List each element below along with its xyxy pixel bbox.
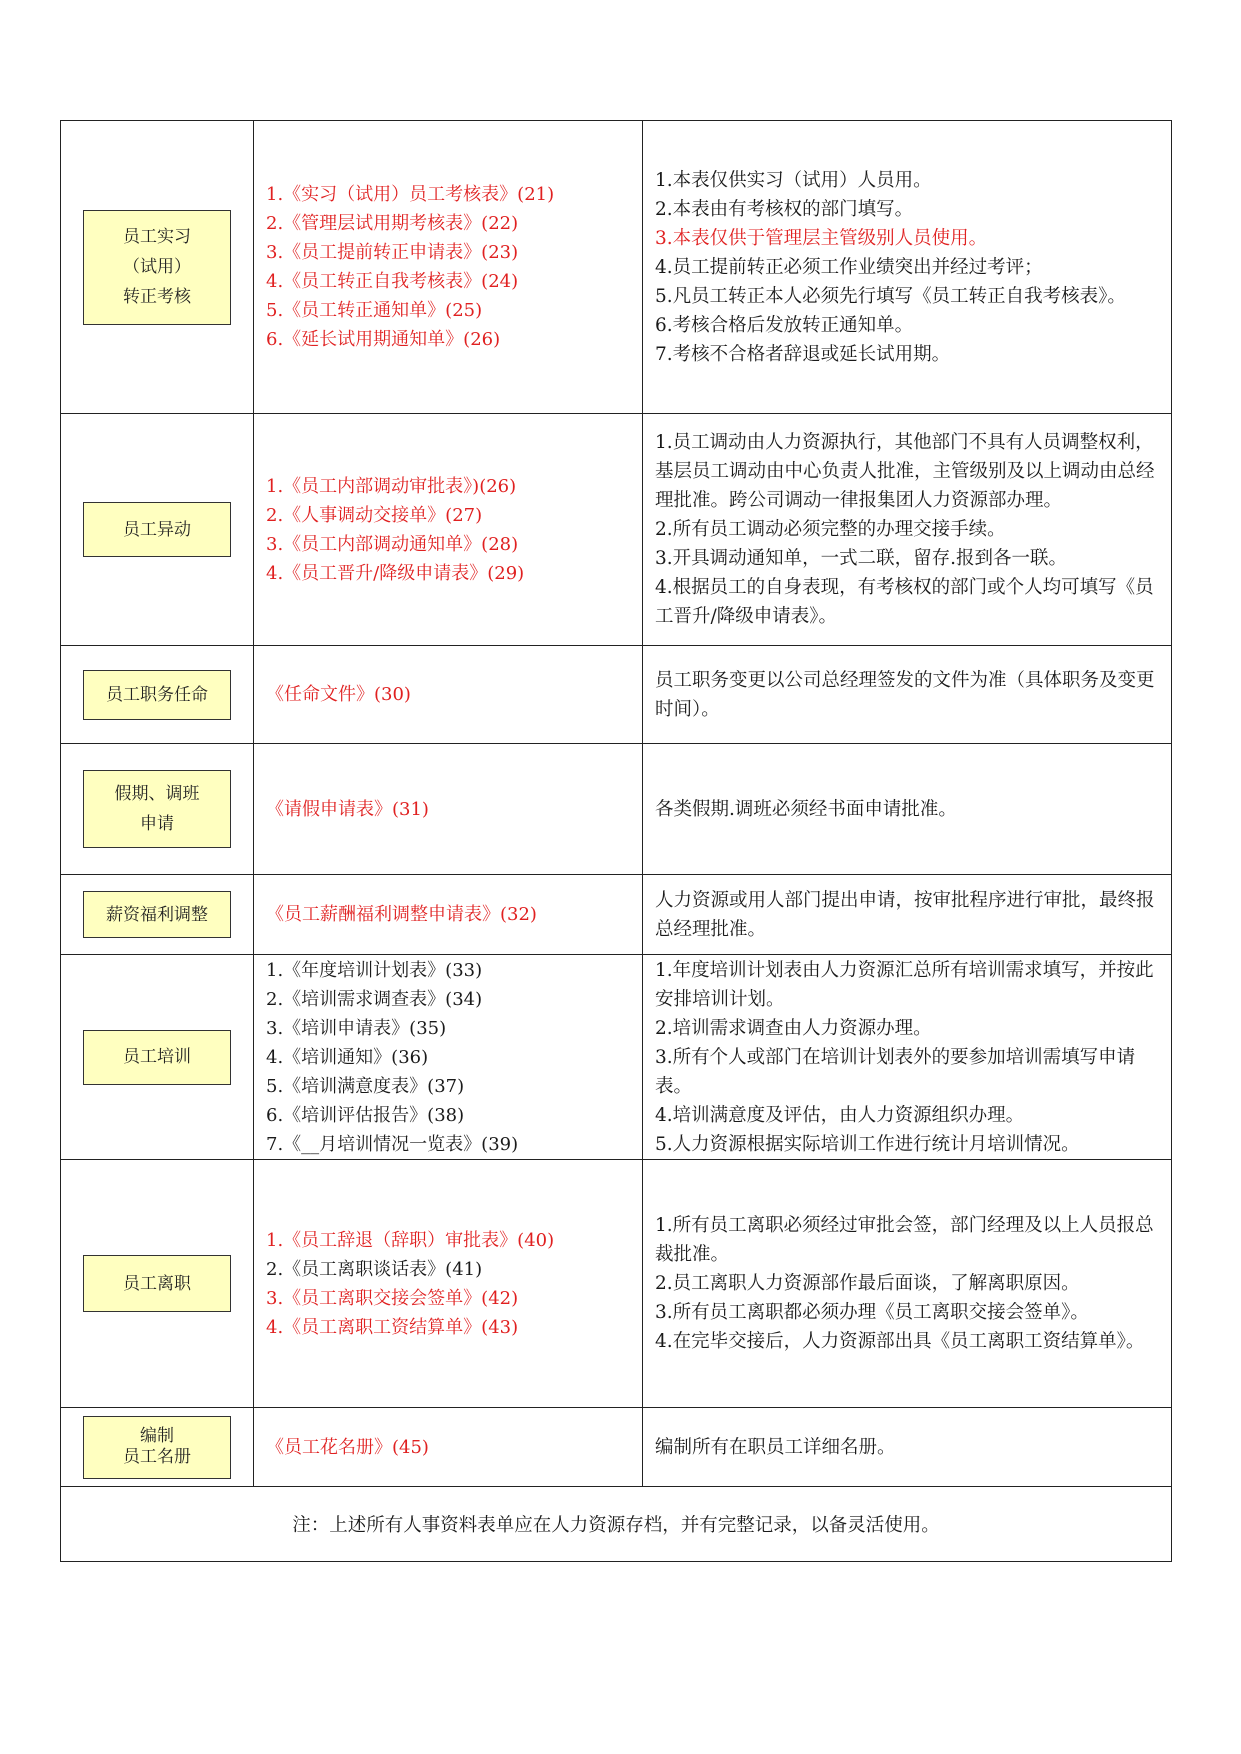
form-link: 1.《实习（试用）员工考核表》(21): [266, 184, 555, 205]
category-label-line: （试用）: [123, 257, 191, 277]
form-link: 2.《员工离职谈话表》(41): [266, 1258, 483, 1280]
form-link: 4.《培训通知》(36): [266, 1046, 429, 1068]
form-link: 1.《年度培训计划表》(33): [266, 959, 483, 981]
category-label-line: 员工名册: [123, 1447, 191, 1467]
form-link: 6.《延长试用期通知单》(26): [266, 329, 501, 350]
category-cell: [61, 646, 254, 744]
footer-note: 注：上述所有人事资料表单应在人力资源存档，并有完整记录，以备灵活使用。: [61, 1487, 1172, 1562]
form-link: 《请假申请表》(31): [266, 798, 429, 820]
category-label-line: 员工培训: [123, 1047, 191, 1067]
form-link: 1.《员工内部调动审批表》)(26): [266, 475, 517, 497]
form-link: 5.《培训满意度表》(37): [266, 1075, 465, 1097]
form-link: 2.《管理层试用期考核表》(22): [266, 213, 519, 234]
table-row: [61, 1160, 1172, 1408]
forms-cell: [254, 875, 643, 955]
note-line: 5.人力资源根据实际培训工作进行统计月培训情况。: [655, 1133, 1080, 1155]
forms-cell: [254, 646, 643, 744]
table-row: [61, 875, 1172, 955]
note-line: 员工职务变更以公司总经理签发的文件为准（具体职务及变更时间）。: [655, 669, 1155, 720]
form-link: 3.《员工提前转正申请表》(23): [266, 242, 519, 263]
category-label-line: 转正考核: [123, 287, 191, 307]
note-line: 6.考核合格后发放转正通知单。: [655, 314, 914, 336]
forms-cell: [254, 414, 643, 646]
note-line: 2.本表由有考核权的部门填写。: [655, 198, 914, 220]
category-label-line: 员工异动: [123, 519, 191, 540]
note-line: 1.年度培训计划表由人力资源汇总所有培训需求填写，并按此安排培训计划。: [655, 959, 1154, 1010]
category-label-line: 假期、调班: [114, 784, 200, 804]
category-label: [83, 210, 231, 325]
forms-cell: [254, 121, 643, 414]
note-line: 4.员工提前转正必须工作业绩突出并经过考评；: [655, 256, 1043, 278]
note-line: 1.本表仅供实习（试用）人员用。: [655, 169, 932, 191]
category-label: [83, 770, 231, 848]
note-line: 3.所有个人或部门在培训计划表外的要参加培训需填写申请表。: [655, 1046, 1136, 1097]
note-line: 各类假期.调班必须经书面申请批准。: [655, 798, 957, 820]
form-link: 4.《员工离职工资结算单》(43): [266, 1316, 519, 1338]
note-line: 3.开具调动通知单，一式二联，留存.报到各一联。: [655, 548, 1068, 569]
table-row: [61, 744, 1172, 875]
table-row: [61, 1408, 1172, 1487]
form-link: 7.《__月培训情况一览表》(39): [266, 1133, 519, 1155]
notes-cell: [643, 1408, 1172, 1487]
footer-note-row: [61, 1487, 1172, 1562]
category-label: [83, 1255, 231, 1312]
category-label-line: 申请: [140, 814, 174, 834]
note-line: 1.员工调动由人力资源执行，其他部门不具有人员调整权利，基层员工调动由中心负责人批准，主管级别及以上调动由总经理批准。跨公司调动一律报集团人力资源部办理。: [655, 432, 1155, 511]
category-cell: [61, 121, 254, 414]
category-label-line: 薪资福利调整: [106, 904, 208, 925]
category-label-line: 员工职务任命: [106, 684, 208, 705]
form-link: 《任命文件》(30): [266, 684, 411, 705]
form-link: 《员工薪酬福利调整申请表》(32): [266, 904, 537, 925]
category-label: [83, 502, 231, 557]
table-row: [61, 646, 1172, 744]
note-line: 编制所有在职员工详细名册。: [655, 1436, 896, 1458]
forms-cell: [254, 744, 643, 875]
category-label-line: 编制: [140, 1426, 174, 1446]
note-line: 人力资源或用人部门提出申请，按审批程序进行审批，最终报总经理批准。: [655, 889, 1155, 940]
notes-cell: [643, 744, 1172, 875]
form-link: 2.《人事调动交接单》(27): [266, 504, 483, 526]
form-link: 3.《员工内部调动通知单》(28): [266, 533, 519, 555]
category-cell: [61, 414, 254, 646]
category-label: [83, 1030, 231, 1085]
category-cell: [61, 955, 254, 1160]
form-link: 2.《培训需求调查表》(34): [266, 988, 483, 1010]
note-line: 4.培训满意度及评估，由人力资源组织办理。: [655, 1104, 1025, 1126]
notes-cell: [643, 955, 1172, 1160]
note-line: 5.凡员工转正本人必须先行填写《员工转正自我考核表》。: [655, 285, 1126, 307]
hr-forms-table: [60, 120, 1172, 1562]
category-cell: [61, 1160, 254, 1408]
note-line: 1.所有员工离职必须经过审批会签，部门经理及以上人员报总裁批准。: [655, 1215, 1154, 1265]
category-label: [83, 891, 231, 938]
form-link: 《员工花名册》(45): [266, 1436, 429, 1458]
category-cell: [61, 744, 254, 875]
form-link: 4.《员工晋升/降级申请表》(29): [266, 562, 525, 584]
note-line: 3.所有员工离职都必须办理《员工离职交接会签单》。: [655, 1302, 1089, 1323]
category-cell: [61, 1408, 254, 1487]
category-label: [83, 670, 231, 720]
note-line: 2.所有员工调动必须完整的办理交接手续。: [655, 519, 1006, 540]
note-line: 3.本表仅供于管理层主管级别人员使用。: [655, 227, 988, 249]
note-line: 2.员工离职人力资源部作最后面谈，了解离职原因。: [655, 1273, 1080, 1294]
notes-cell: [643, 414, 1172, 646]
category-label: [83, 1416, 231, 1479]
category-cell: [61, 875, 254, 955]
form-link: 3.《培训申请表》(35): [266, 1017, 447, 1039]
note-line: 2.培训需求调查由人力资源办理。: [655, 1017, 932, 1039]
forms-cell: [254, 1408, 643, 1487]
category-label-line: 员工实习: [123, 227, 191, 247]
notes-cell: [643, 121, 1172, 414]
table-row: [61, 955, 1172, 1160]
form-link: 5.《员工转正通知单》(25): [266, 300, 483, 321]
forms-cell: [254, 1160, 643, 1408]
form-link: 4.《员工转正自我考核表》(24): [266, 271, 519, 292]
note-line: 4.根据员工的自身表现，有考核权的部门或个人均可填写《员工晋升/降级申请表》。: [655, 577, 1154, 627]
table-row: [61, 414, 1172, 646]
note-line: 4.在完毕交接后，人力资源部出具《员工离职工资结算单》。: [655, 1331, 1145, 1352]
forms-cell: [254, 955, 643, 1160]
form-link: 1.《员工辞退（辞职）审批表》(40): [266, 1229, 555, 1251]
form-link: 6.《培训评估报告》(38): [266, 1104, 465, 1126]
category-label-line: 员工离职: [123, 1273, 191, 1294]
form-link: 3.《员工离职交接会签单》(42): [266, 1287, 519, 1309]
notes-cell: [643, 1160, 1172, 1408]
notes-cell: [643, 646, 1172, 744]
table-row: [61, 121, 1172, 414]
note-line: 7.考核不合格者辞退或延长试用期。: [655, 343, 951, 365]
notes-cell: [643, 875, 1172, 955]
